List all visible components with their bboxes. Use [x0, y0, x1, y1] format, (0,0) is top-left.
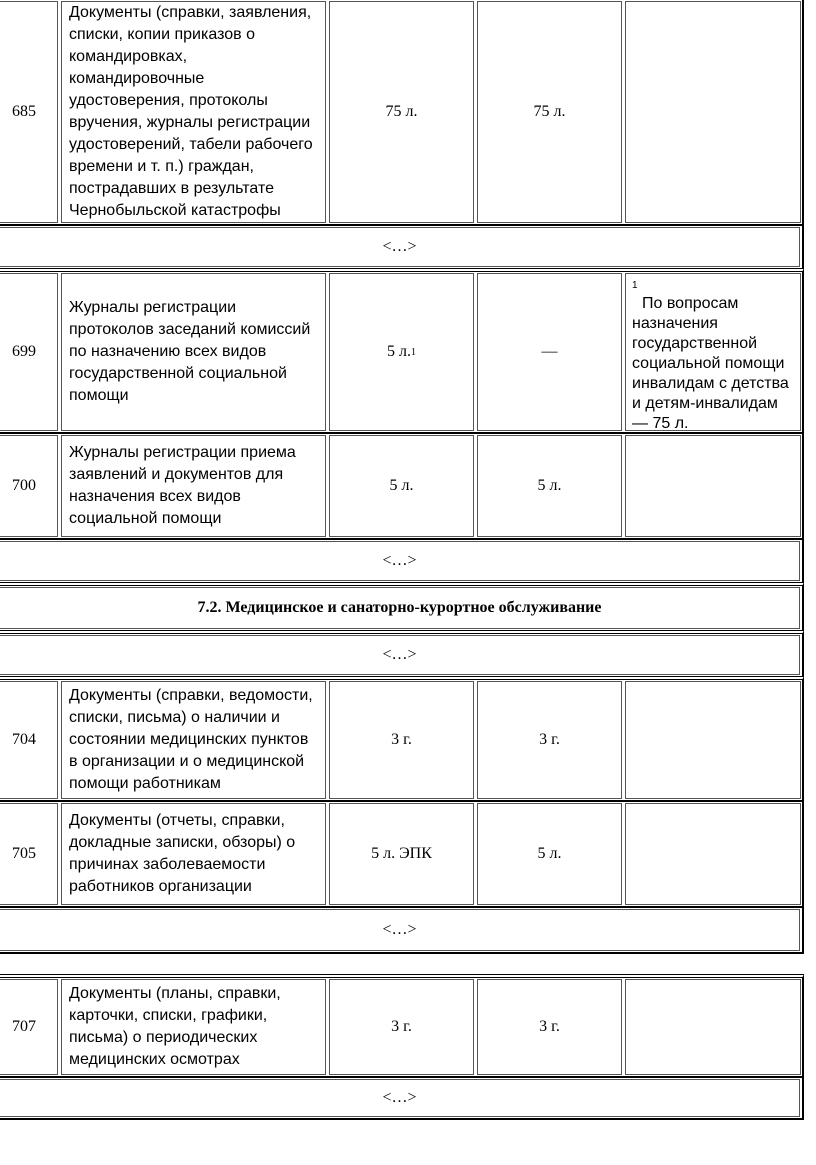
table-row [0, 432, 804, 540]
retention-period-a [329, 273, 474, 431]
retention-period-b: — [477, 273, 622, 431]
retention-period-a: 5 л. [329, 435, 474, 537]
retention-period-a: 3 г. [329, 681, 474, 799]
ellipsis: <…> [0, 909, 800, 951]
table-row [0, 0, 804, 226]
ellipsis-row [0, 224, 804, 270]
footnote-text: По вопросам назначения государственной социальной помощи инвалидам с детства и детям-инвалидам — 75 л. [632, 295, 789, 432]
ellipsis: <…> [0, 1079, 800, 1117]
article-number: 700 [0, 435, 58, 537]
retention-period-a: 5 л. ЭПК [329, 803, 474, 905]
notes [625, 273, 801, 431]
retention-period-b: 3 г. [477, 979, 622, 1075]
footnote-mark: 1 [632, 280, 638, 291]
notes [625, 435, 801, 537]
article-number: 685 [0, 1, 58, 223]
table-row [0, 800, 804, 908]
article-number: 704 [0, 681, 58, 799]
table-row [0, 974, 804, 1078]
ellipsis: <…> [0, 227, 800, 267]
ellipsis-row [0, 630, 804, 678]
document-type: Документы (отчеты, справки, докладные записки, обзоры) о причинах заболеваемости работников организации [61, 803, 326, 905]
ellipsis-row [0, 538, 804, 584]
retention-period-b: 5 л. [477, 435, 622, 537]
ellipsis-row [0, 906, 804, 954]
document-type: Документы (планы, справки, карточки, списки, графики, письма) о периодических медицинских осмотрах [61, 979, 326, 1075]
document-type: Документы (справки, заявления, списки, копии приказов о командировках, командировочные удостоверения, протоколы вручения, журналы регистрации удостоверений, табели рабочего времени и т. п.) граждан, пострадавших в результате Чернобыльской катастрофы [61, 1, 326, 223]
retention-period-b: 75 л. [477, 1, 622, 223]
ellipsis: <…> [0, 635, 800, 675]
retention-period-b: 5 л. [477, 803, 622, 905]
article-number: 699 [0, 273, 58, 431]
section-row [0, 582, 804, 632]
retention-period-b: 3 г. [477, 681, 622, 799]
notes [625, 1, 801, 223]
table-row [0, 268, 804, 434]
notes [625, 681, 801, 799]
retention-value: 5 л. [387, 343, 411, 360]
article-number: 707 [0, 979, 58, 1075]
notes [625, 803, 801, 905]
section-title: 7.2. Медицинское и санаторно-курортное обслуживание [0, 587, 800, 629]
ellipsis-row [0, 1076, 804, 1120]
table-row [0, 676, 804, 802]
retention-period-a: 3 г. [329, 979, 474, 1075]
retention-period-a: 75 л. [329, 1, 474, 223]
document-type: Журналы регистрации протоколов заседаний комиссий по назначению всех видов государственной социальной помощи [61, 273, 326, 431]
ellipsis: <…> [0, 541, 800, 581]
footnote-mark: 1 [410, 346, 416, 358]
article-number: 705 [0, 803, 58, 905]
document-type: Журналы регистрации приема заявлений и документов для назначения всех видов социальной помощи [61, 435, 326, 537]
notes [625, 979, 801, 1075]
document-type: Документы (справки, ведомости, списки, письма) о наличии и состоянии медицинских пунктов в организации и о медицинской помощи работникам [61, 681, 326, 799]
